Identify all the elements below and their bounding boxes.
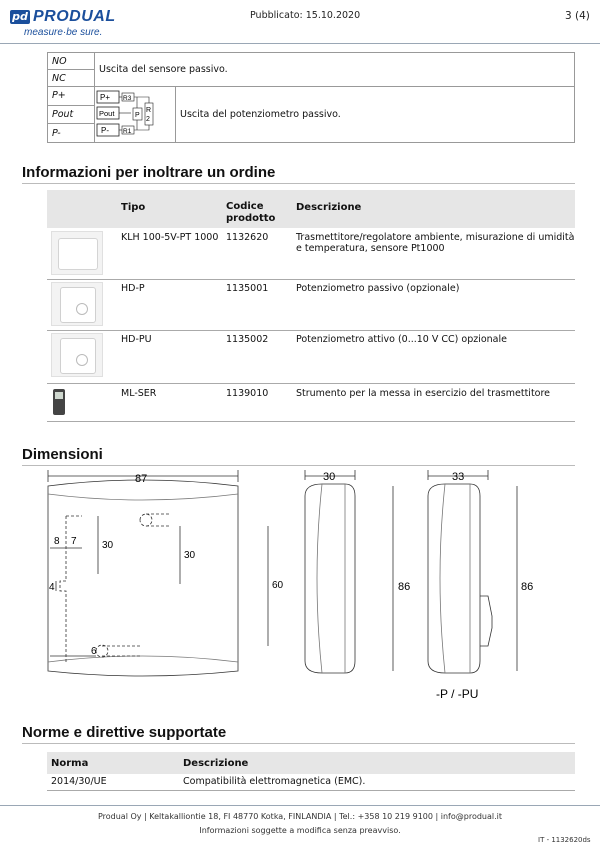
signal-code: P+: [48, 87, 95, 106]
produal-logo: [10, 8, 120, 40]
schematic-label: R1: [123, 128, 132, 135]
table-row: [47, 279, 575, 331]
order-codice: 1135002: [226, 334, 269, 345]
col-tipo: Tipo: [121, 202, 146, 213]
schematic-drawing: [95, 87, 175, 139]
table-row: [47, 330, 575, 384]
dimensions-section-title: Dimensioni: [22, 446, 103, 463]
brand-name: PRODUAL: [33, 8, 116, 25]
footer-address: Produal Oy | Keltakalliontie 18, FI 48770 Kotka, FINLANDIA | Tel.: +358 10 219 9100 | info@produal.it: [97, 812, 503, 821]
footer-divider: [0, 805, 600, 806]
dim-30a: 30: [102, 540, 114, 551]
col-descrizione: Descrizione: [296, 202, 362, 213]
product-image-ml-ser: [53, 389, 65, 415]
schematic-label: R3: [123, 95, 132, 102]
order-codice: 1135001: [226, 283, 269, 294]
order-desc: Strumento per la messa in esercizio del trasmettitore: [296, 388, 551, 399]
side-view-2: [428, 470, 517, 673]
page-number: 3 (4): [565, 10, 590, 22]
order-codice: 1132620: [226, 232, 269, 243]
norms-table-header: [47, 752, 575, 774]
product-image-klh: [51, 231, 103, 275]
dim-8: 8: [54, 536, 60, 547]
footer-note: Informazioni soggette a modifica senza preavviso.: [199, 826, 401, 835]
dim-30b: 30: [184, 550, 196, 561]
table-row: [48, 53, 575, 70]
table-row: [47, 383, 575, 422]
front-view: [48, 470, 268, 676]
signal-desc: Uscita del potenziometro passivo.: [176, 87, 575, 143]
table-row: [47, 774, 575, 791]
dim-60: 60: [272, 580, 284, 591]
order-desc-line2: e temperatura, sensore Pt1000: [296, 243, 445, 254]
dim-7: 7: [71, 536, 77, 547]
doc-code: IT - 1132620ds: [538, 836, 591, 844]
order-section-title: Informazioni per inoltrare un ordine: [22, 164, 276, 181]
schematic-label: P: [135, 112, 140, 119]
dimension-drawings: [0, 466, 600, 706]
col-codice-2: prodotto: [226, 213, 276, 224]
norm-desc: Compatibilità elettromagnetica (EMC).: [183, 776, 366, 787]
dim-side2-width: 33: [452, 471, 465, 483]
signal-code: NC: [48, 70, 95, 87]
signal-code: P-: [48, 124, 95, 143]
order-tipo: ML-SER: [121, 388, 157, 399]
order-desc: Potenziometro attivo (0...10 V CC) opzionale: [296, 334, 507, 345]
side-view-1: [305, 470, 393, 673]
col-norma: Norma: [51, 758, 89, 769]
schematic-label: Pout: [99, 109, 115, 118]
col-descrizione: Descrizione: [183, 758, 249, 769]
norm-code: 2014/30/UE: [51, 776, 107, 787]
dim-4: 4: [49, 582, 55, 593]
order-codice: 1139010: [226, 388, 269, 399]
table-row: [48, 87, 575, 106]
section-divider: [22, 743, 575, 744]
schematic-label: R: [146, 107, 152, 114]
published-date: Pubblicato: 15.10.2020: [250, 10, 361, 21]
signal-desc: Uscita del sensore passivo.: [95, 53, 575, 87]
side2-caption: -P / -PU: [436, 687, 479, 701]
schematic-label: 2: [146, 116, 150, 123]
schematic-label: P-: [101, 126, 109, 135]
section-divider: [22, 183, 575, 184]
dim-front-width: 87: [135, 473, 148, 485]
signal-table: [47, 52, 575, 143]
signal-code: NO: [48, 53, 95, 70]
product-image-hd-p: [51, 282, 103, 326]
table-row: [47, 228, 575, 280]
slogan: measure·be sure.: [24, 27, 103, 38]
order-tipo: HD-P: [121, 283, 145, 294]
signal-code: Pout: [48, 105, 95, 124]
col-codice-1: Codice: [226, 201, 264, 212]
product-image-hd-pu: [51, 333, 103, 377]
header-divider: [0, 43, 600, 44]
norms-section-title: Norme e direttive supportate: [22, 724, 227, 741]
dim-side1-width: 30: [323, 471, 336, 483]
dim-side1-height: 86: [398, 581, 411, 593]
order-desc: Trasmettitore/regolatore ambiente, misurazione di umidità: [296, 232, 575, 243]
order-desc: Potenziometro passivo (opzionale): [296, 283, 460, 294]
order-tipo: KLH 100-5V-PT 1000: [121, 232, 219, 243]
order-tipo: HD-PU: [121, 334, 152, 345]
dim-6: 6: [91, 646, 97, 657]
order-table-header: [47, 190, 575, 228]
dim-side2-height: 86: [521, 581, 534, 593]
potentiometer-schematic: [95, 87, 176, 143]
schematic-label: P+: [100, 93, 111, 102]
logo-mark: pd: [10, 10, 30, 24]
